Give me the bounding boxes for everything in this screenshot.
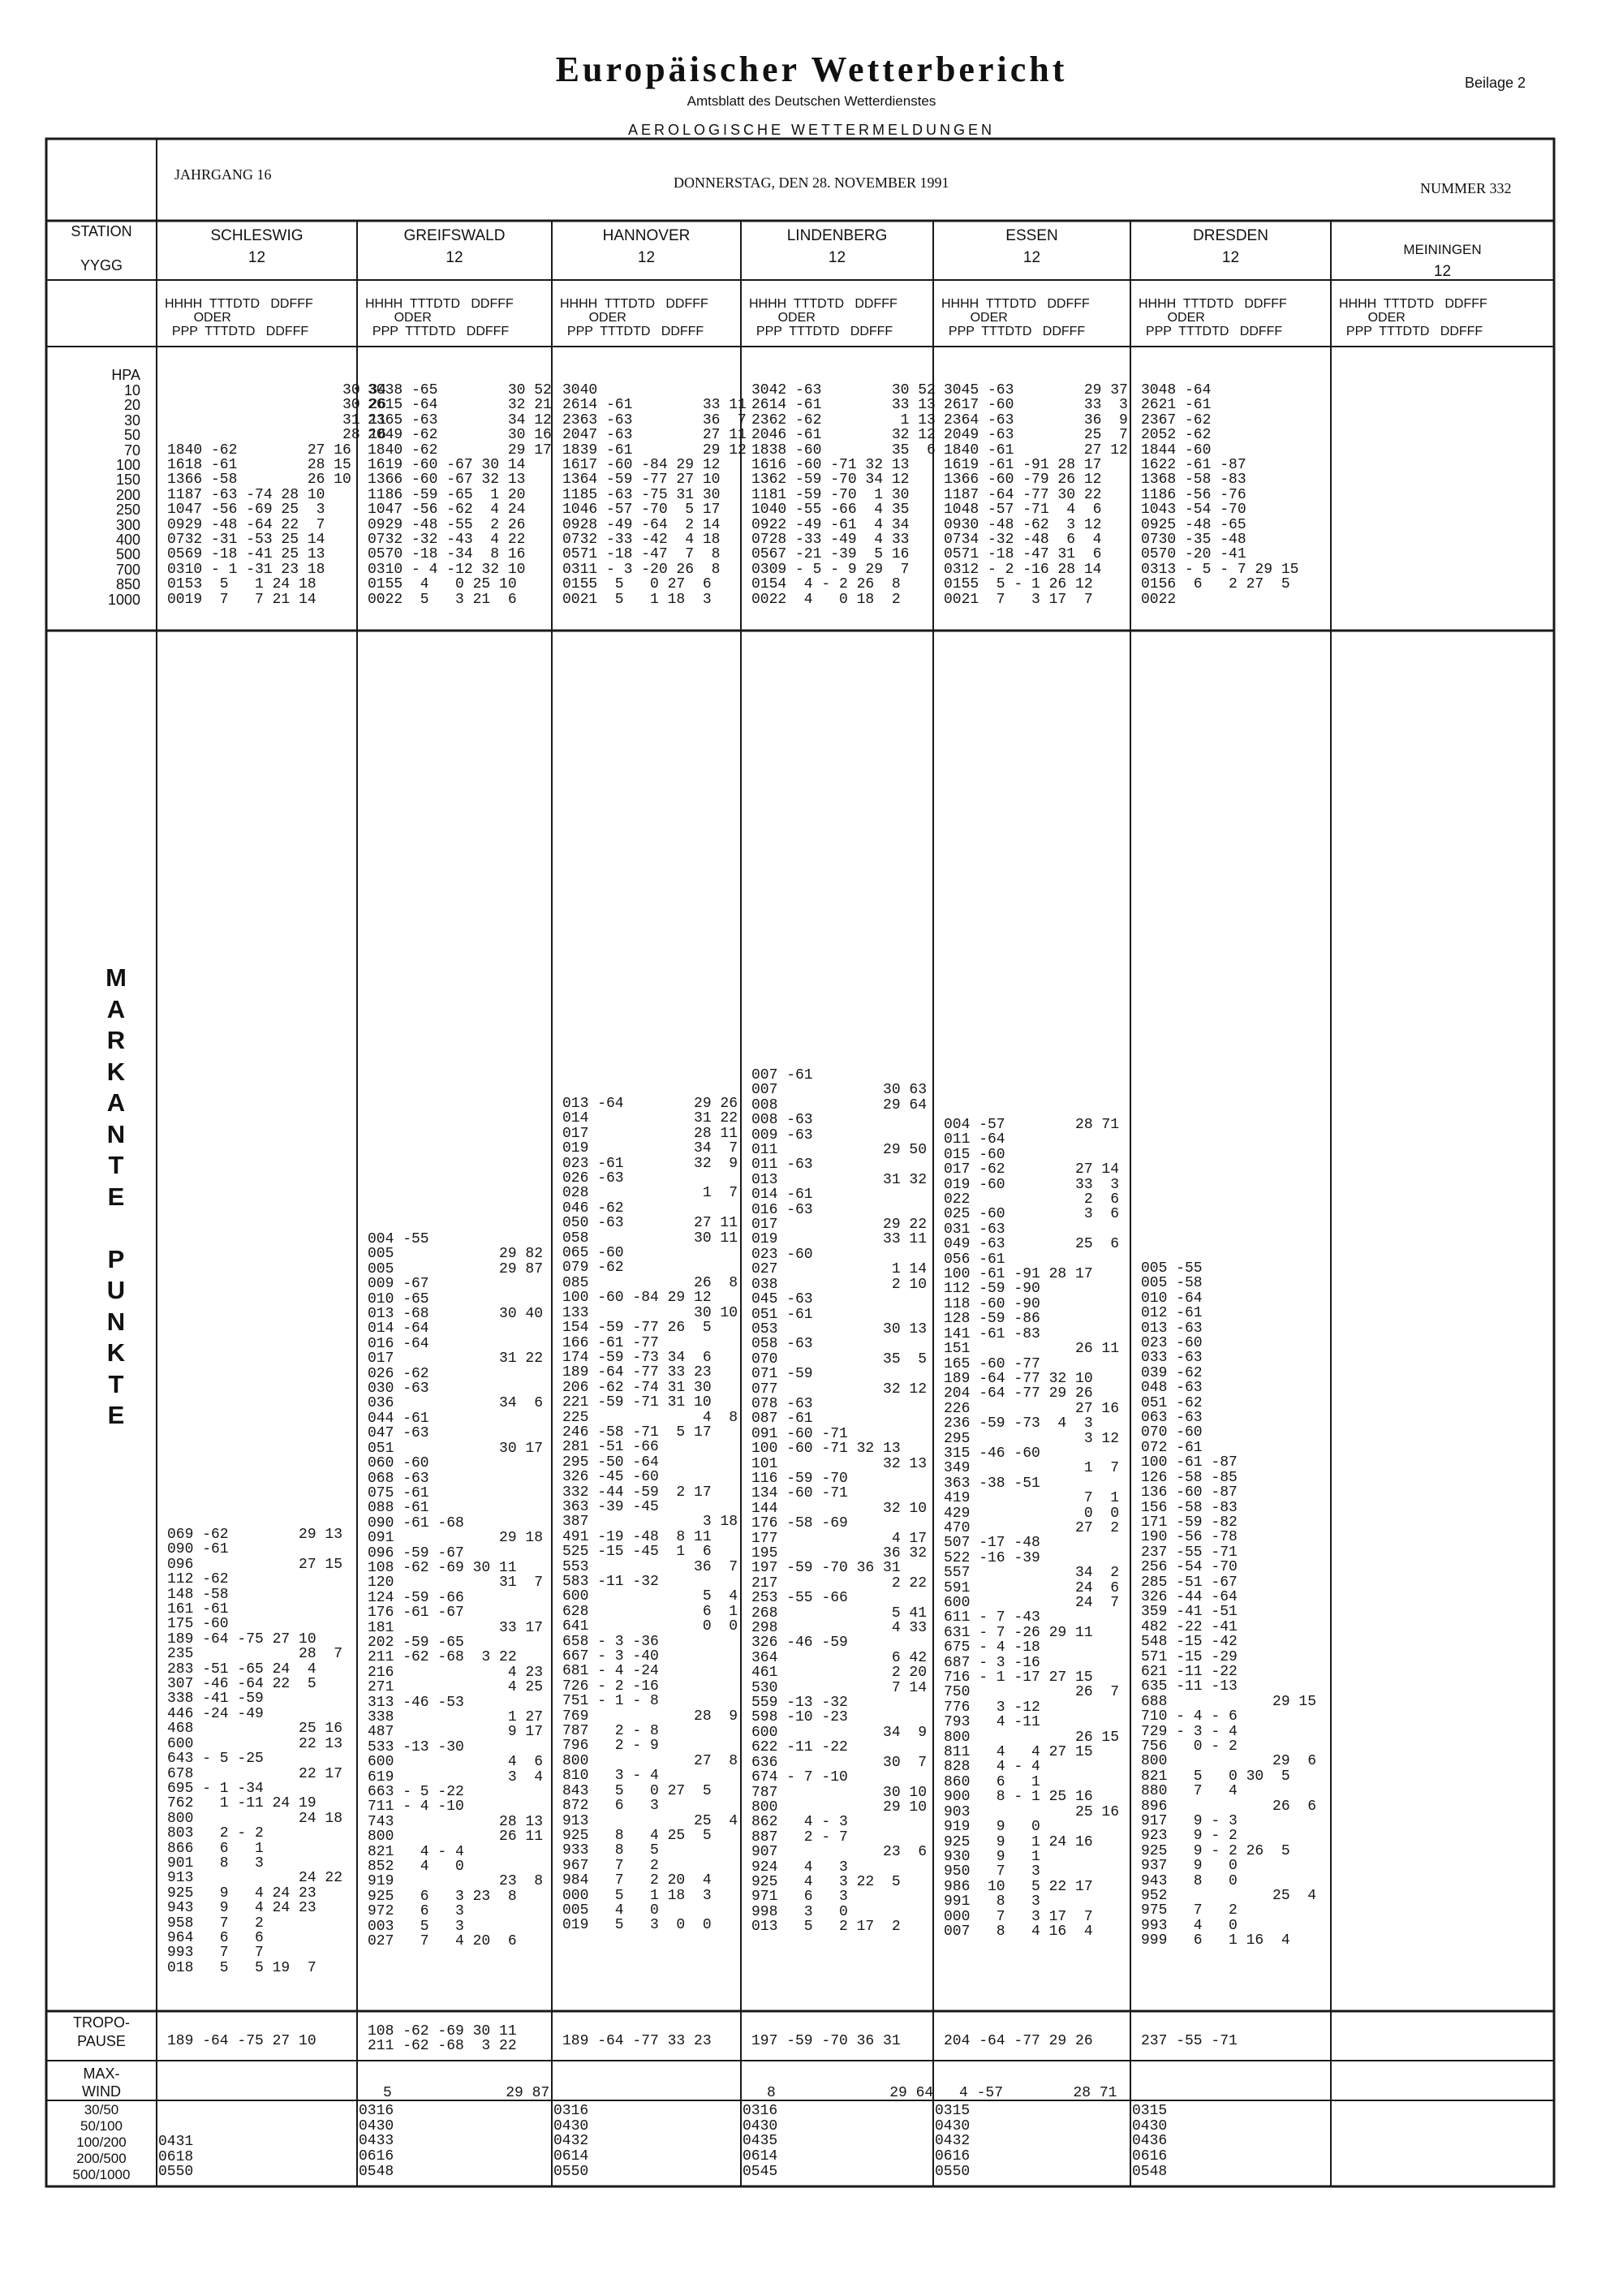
- tropopause-label-2: PAUSE: [77, 2033, 126, 2049]
- station-name: DRESDEN: [1193, 227, 1268, 244]
- tropopause-data: 197 -59 -70 36 31: [751, 2033, 901, 2049]
- layer-thickness-data: 0316 0430 0432 0614 0550: [553, 2103, 589, 2180]
- significant-points-data: 004 -57 28 71 011 -64 015 -60 017 -62 27 14 019 -60 33 3 022 2 6 025 -60 3 6 031 -63 049 -63 25 6 056 -61 100 -61 -91 28 17 112 -59 -90 118 -60 -90 128 -59 -86 141 -61 -83 151 26 11 165 -60 -77 189 -64 -77 32 10 204 -64 -77 29 26 226 27 16 236 -59 -73 4 3 295 3 12 315 -46 -60 349 1 7 363 -38 -51 419 7 1 429 0 0 470 27 2 507 -17 -48 522 -16 -39 557 34 2 591 24 6 600 24 7 611 - 7 -43 631 - 7 -26 29 11 675 - 4 -18 687 - 3 -16 716 - 1 -17 27 15 750 26 7 776 3 -12 793 4 -11 800 26 15 811 4 4 27 15 828 4 - 4 860 6 1 900 8 - 1 25 16 903 25 16 919 9 0 925 9 1 24 16 930 9 1 950 7 3 986 10 5 22 17 991 8 3 000 7 3 17 7 007 8 4 16 4: [944, 1117, 1120, 1940]
- station-name: MEININGEN: [1403, 242, 1482, 257]
- station-name: SCHLESWIG: [210, 227, 304, 244]
- column-header-row2: ODER: [749, 311, 816, 325]
- column-header-row2: ODER: [941, 311, 1008, 325]
- column-header-row2: ODER: [1339, 311, 1406, 325]
- standard-levels-data: 3038 -65 30 52 2615 -64 32 21 2365 -63 34 12 2049 -62 30 16 1840 -62 29 17 1619 -60 -67 30 14 1366 -60 -67 32 13 1186 -59 -65 1 20 1047 -56 -62 4 24 0929 -48 -55 2 26 0732 -32 -43 4 22 0570 -18 -34 8 16 0310 - 4 -12 32 10 0155 4 0 25 10 0022 5 3 21 6: [368, 382, 552, 608]
- station-name: GREIFSWALD: [403, 227, 506, 244]
- tropopause-data: 204 -64 -77 29 26: [944, 2033, 1093, 2049]
- issue-number: NUMMER 332: [1420, 180, 1512, 196]
- column-header-row2: ODER: [560, 311, 626, 325]
- station-name: ESSEN: [1005, 227, 1058, 244]
- maxwind-label-1: MAX-: [83, 2066, 120, 2082]
- markante-punkte-label: M A R K A N T E P U N K T E: [105, 963, 127, 1429]
- maxwind-data: 4 -57 28 71: [959, 2085, 1117, 2101]
- layer-thickness-data: 0315 0430 0432 0616 0550: [935, 2103, 971, 2180]
- column-header-row3: PPP TTTDTD DDFFF: [165, 325, 309, 338]
- column-header-row3: PPP TTTDTD DDFFF: [1339, 325, 1483, 338]
- column-header-row2: ODER: [1139, 311, 1205, 325]
- significant-points-data: 004 -55 005 29 82 005 29 87 009 -67 010 -65 013 -68 30 40 014 -64 016 -64 017 31 22 026 -62 030 -63 036 34 6 044 -61 047 -63 051 30 17 060 -60 068 -63 075 -61 088 -61 090 -61 -68 091 29 18 096 -59 -67 108 -62 -69 30 11 120 31 7 124 -59 -66 176 -61 -67 181 33 17 202 -59 -65 211 -62 -68 3 22 216 4 23 271 4 25 313 -46 -53 338 1 27 487 9 17 533 -13 -30 600 4 6 619 3 4 663 - 5 -22 711 - 4 -10 743 28 13 800 26 11 821 4 - 4 852 4 0 919 23 8 925 6 3 23 8 972 6 3 003 5 3 027 7 4 20 6: [368, 1231, 544, 1950]
- column-header-row2: ODER: [365, 311, 432, 325]
- column-header-row3: PPP TTTDTD DDFFF: [560, 325, 704, 338]
- station-yygg: 12: [1221, 249, 1240, 266]
- yygg-label: YYGG: [80, 257, 123, 274]
- column-header-row1: HHHH TTTDTD DDFFF: [749, 297, 898, 311]
- column-header-row2: ODER: [165, 311, 231, 325]
- station-label: STATION: [71, 223, 132, 239]
- station-yygg: 12: [248, 249, 266, 266]
- station-yygg: 12: [828, 249, 846, 266]
- hpa-label: HPA: [111, 367, 140, 383]
- pressure-levels: 10 20 30 50 70 100 150 200 250 300 400 500 700 850 1000: [107, 382, 140, 608]
- column-header-row3: PPP TTTDTD DDFFF: [1139, 325, 1283, 338]
- maxwind-data: 5 29 87: [383, 2085, 550, 2101]
- column-header-row3: PPP TTTDTD DDFFF: [749, 325, 893, 338]
- tropopause-data: 189 -64 -77 33 23: [562, 2033, 712, 2049]
- tropopause-data: 189 -64 -75 27 10: [167, 2033, 316, 2049]
- column-header-row1: HHHH TTTDTD DDFFF: [165, 297, 313, 311]
- column-header-row1: HHHH TTTDTD DDFFF: [560, 297, 708, 311]
- layer-thickness-data: 0316 0430 0435 0614 0545: [743, 2103, 778, 2180]
- station-yygg: 12: [637, 249, 656, 266]
- report-subtitle: Amtsblatt des Deutschen Wetterdienstes: [687, 93, 936, 109]
- column-header-row3: PPP TTTDTD DDFFF: [365, 325, 510, 338]
- standard-levels-data: 3048 -64 2621 -61 2367 -62 2052 -62 1844 -60 1622 -61 -87 1368 -58 -83 1186 -56 -76 1043 -54 -70 0925 -48 -65 0730 -35 -48 0570 -20 -41 0313 - 5 - 7 29 15 0156 6 2 27 5 0022: [1141, 382, 1299, 608]
- significant-points-data: 013 -64 29 26 014 31 22 017 28 11 019 34 7 023 -61 32 9 026 -63 028 1 7 046 -62 050 -63 27 11 058 30 11 065 -60 079 -62 085 26 8 100 -60 -84 29 12 133 30 10 154 -59 -77 26 5 166 -61 -77 174 -59 -73 34 6 189 -64 -77 33 23 206 -62 -74 31 30 221 -59 -71 31 10 225 4 8 246 -58 -71 5 17 281 -51 -66 295 -50 -64 326 -45 -60 332 -44 -59 2 17 363 -39 -45 387 3 18 491 -19 -48 8 11 525 -15 -45 1 6 553 36 7 583 -11 -32 600 5 4 628 6 1 641 0 0 658 - 3 -36 667 - 3 -40 681 - 4 -24 726 - 2 -16 751 - 1 - 8 769 28 9 787 2 - 8 796 2 - 9 800 27 8 810 3 - 4 843 5 0 27 5 872 6 3 913 25 4 925 8 4 25 5 933 8 5 967 7 2 984 7 2 20 4 000 5 1 18 3 005 4 0 019 5 3 0 0: [562, 1096, 738, 1934]
- standard-levels-data: 3040 2614 -61 33 11 2363 -63 36 7 2047 -63 27 11 1839 -61 29 12 1617 -60 -84 29 12 1364 -59 -77 27 10 1185 -63 -75 31 30 1046 -57 -70 5 17 0928 -49 -64 2 14 0732 -33 -42 4 18 0571 -18 -47 7 8 0311 - 3 -20 26 8 0155 5 0 27 6 0021 5 1 18 3: [562, 382, 747, 608]
- station-name: LINDENBERG: [786, 227, 888, 244]
- jahrgang: JAHRGANG 16: [174, 166, 272, 183]
- station-name: HANNOVER: [602, 227, 691, 244]
- layer-thickness-data: 0316 0430 0433 0616 0548: [359, 2103, 394, 2180]
- station-yygg: 12: [1022, 249, 1041, 266]
- report-title: Europäischer Wetterbericht: [555, 50, 1068, 89]
- layer-thickness-data: 0315 0430 0436 0616 0548: [1132, 2103, 1168, 2180]
- significant-points-data: 005 -55 005 -58 010 -64 012 -61 013 -63 023 -60 033 -63 039 -62 048 -63 051 -62 063 -63 070 -60 072 -61 100 -61 -87 126 -58 -85 136 -60 -87 156 -58 -83 171 -59 -82 190 -56 -78 237 -55 -71 256 -54 -70 285 -51 -67 326 -44 -64 359 -41 -51 482 -22 -41 548 -15 -42 571 -15 -29 621 -11 -22 635 -11 -13 688 29 15 710 - 4 - 6 729 - 3 - 4 756 0 - 2 800 29 6 821 5 0 30 5 880 7 4 896 26 6 917 9 - 3 923 9 - 2 925 9 - 2 26 5 937 9 0 943 8 0 952 25 4 975 7 2 993 4 0 999 6 1 16 4: [1141, 1260, 1317, 1949]
- column-header-row1: HHHH TTTDTD DDFFF: [941, 297, 1090, 311]
- tropopause-data: 237 -55 -71: [1141, 2033, 1238, 2049]
- section-title: AEROLOGISCHE WETTERMELDUNGEN: [627, 122, 996, 138]
- significant-points-data: 069 -62 29 13 090 -61 096 27 15 112 -62 148 -58 161 -61 175 -60 189 -64 -75 27 10 235 28 7 283 -51 -65 24 4 307 -46 -64 22 5 338 -41 -59 446 -24 -49 468 25 16 600 22 13 643 - 5 -25 678 22 17 695 - 1 -34 762 1 -11 24 19 800 24 18 803 2 - 2 866 6 1 901 8 3 913 24 22 925 9 4 24 23 943 9 4 24 23 958 7 2 964 6 6 993 7 7 018 5 5 19 7: [167, 1527, 343, 1976]
- maxwind-label-2: WIND: [82, 2083, 121, 2100]
- station-yygg: 12: [446, 249, 463, 266]
- standard-levels-data: 3045 -63 29 37 2617 -60 33 3 2364 -63 36 9 2049 -63 25 7 1840 -61 27 12 1619 -61 -91 28 17 1366 -60 -79 26 12 1187 -64 -77 30 22 1048 -57 -71 4 6 0930 -48 -62 3 12 0734 -32 -48 6 4 0571 -18 -47 31 6 0312 - 2 -16 28 14 0155 5 - 1 26 12 0021 7 3 17 7: [944, 382, 1128, 608]
- tropopause-data: 108 -62 -69 30 11 211 -62 -68 3 22: [368, 2023, 517, 2055]
- significant-points-data: 007 -61 007 30 63 008 29 64 008 -63 009 -63 011 29 50 011 -63 013 31 32 014 -61 016 -63 017 29 22 019 33 11 023 -60 027 1 14 038 2 10 045 -63 051 -61 053 30 13 058 -63 070 35 5 071 -59 077 32 12 078 -63 087 -61 091 -60 -71 100 -60 -71 32 13 101 32 13 116 -59 -70 134 -60 -71 144 32 10 176 -58 -69 177 4 17 195 36 32 197 -59 -70 36 31 217 2 22 253 -55 -66 268 5 41 298 4 33 326 -46 -59 364 6 42 461 2 20 530 7 14 559 -13 -32 598 -10 -23 600 34 9 622 -11 -22 636 30 7 674 - 7 -10 787 30 10 800 29 10 862 4 - 3 887 2 - 7 907 23 6 924 4 3 925 4 3 22 5 971 6 3 998 3 0 013 5 2 17 2: [751, 1067, 928, 1936]
- standard-levels-data: 30 34 30 26 31 11 28 16 1840 -62 27 16 1618 -61 28 15 1366 -58 26 10 1187 -63 -74 28 10 1047 -56 -69 25 3 0929 -48 -64 22 7 0732 -31 -53 25 14 0569 -18 -41 25 13 0310 - 1 -31 23 18 0153 5 1 24 18 0019 7 7 21 14: [167, 382, 387, 608]
- standard-levels-data: 3042 -63 30 52 2614 -61 33 13 2362 -62 1 13 2046 -61 32 12 1838 -60 35 6 1616 -60 -71 32 13 1362 -59 -70 34 12 1181 -59 -70 1 30 1040 -55 -66 4 35 0922 -49 -61 4 34 0728 -33 -49 4 33 0567 -21 -39 5 16 0309 - 5 - 9 29 7 0154 4 - 2 26 8 0022 4 0 18 2: [751, 382, 936, 608]
- layer-thickness-data: 0431 0618 0550: [158, 2134, 194, 2181]
- column-header-row3: PPP TTTDTD DDFFF: [941, 325, 1086, 338]
- tropopause-label-1: TROPO-: [73, 2014, 130, 2031]
- column-header-row1: HHHH TTTDTD DDFFF: [1339, 297, 1487, 311]
- attachment-label: Beilage 2: [1465, 75, 1526, 91]
- maxwind-data: 8 29 64: [767, 2085, 934, 2101]
- column-header-row1: HHHH TTTDTD DDFFF: [1139, 297, 1287, 311]
- issue-date: DONNERSTAG, DEN 28. NOVEMBER 1991: [674, 174, 949, 191]
- layer-labels: 30/50 50/100 100/200 200/500 500/1000: [72, 2102, 131, 2182]
- column-header-row1: HHHH TTTDTD DDFFF: [365, 297, 514, 311]
- station-yygg: 12: [1433, 263, 1452, 280]
